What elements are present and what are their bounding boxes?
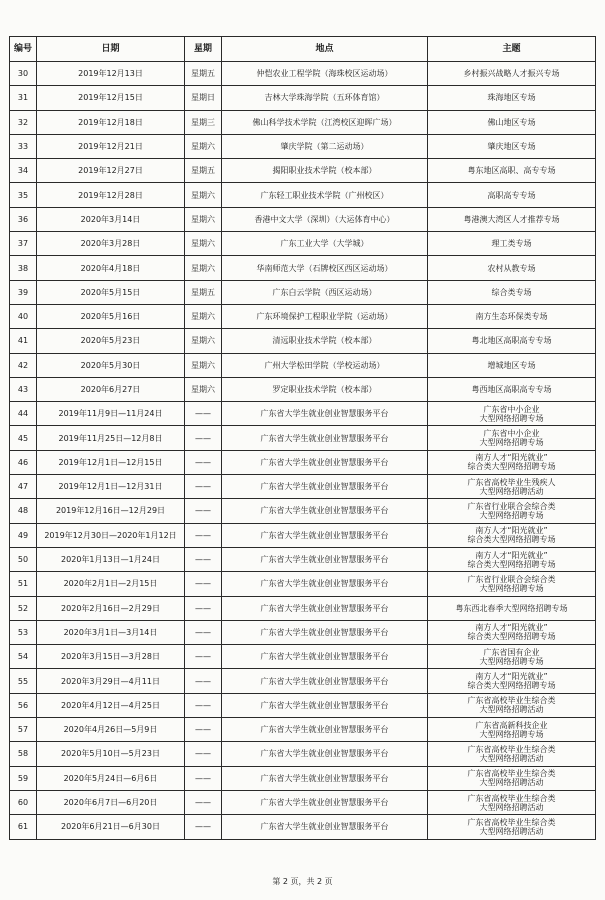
cell-weekday: 星期六	[185, 304, 222, 328]
cell-location: 肇庆学院（第二运动场）	[222, 134, 428, 158]
table-row	[10, 134, 596, 158]
cell-date: 2019年12月13日	[37, 62, 185, 86]
cell-date: 2020年5月30日	[37, 353, 185, 377]
cell-number: 35	[10, 183, 37, 207]
cell-theme: 农村从教专场	[428, 256, 596, 280]
cell-location: 广东省大学生就业创业智慧服务平台	[222, 523, 428, 547]
cell-location: 广州大学松田学院（学校运动场）	[222, 353, 428, 377]
cell-number: 49	[10, 523, 37, 547]
cell-date: 2020年6月27日	[37, 377, 185, 401]
cell-number: 45	[10, 426, 37, 450]
cell-number: 52	[10, 596, 37, 620]
cell-location: 广东省大学生就业创业智慧服务平台	[222, 645, 428, 669]
cell-location: 广东轻工职业技术学院（广州校区）	[222, 183, 428, 207]
cell-theme: 南方人才“阳光就业” 综合类大型网络招聘专场	[428, 547, 596, 571]
cell-theme: 广东省行业联合会综合类 大型网络招聘专场	[428, 572, 596, 596]
cell-weekday: 星期三	[185, 110, 222, 134]
cell-theme: 广东省高校毕业生综合类 大型网络招聘活动	[428, 815, 596, 839]
cell-date: 2019年11月25日—12月8日	[37, 426, 185, 450]
cell-date: 2020年4月18日	[37, 256, 185, 280]
cell-weekday: 星期六	[185, 377, 222, 401]
schedule-table	[9, 36, 596, 840]
cell-date: 2020年3月28日	[37, 232, 185, 256]
cell-theme: 广东省中小企业 大型网络招聘专场	[428, 426, 596, 450]
cell-weekday: 星期六	[185, 207, 222, 231]
header-cell-weekday: 星期	[185, 37, 222, 62]
table-row	[10, 815, 596, 839]
cell-location: 香港中文大学（深圳）（大运体育中心）	[222, 207, 428, 231]
cell-date: 2019年12月1日—12月31日	[37, 475, 185, 499]
table-row	[10, 450, 596, 474]
table-row	[10, 620, 596, 644]
cell-date: 2019年12月28日	[37, 183, 185, 207]
cell-date: 2020年5月15日	[37, 280, 185, 304]
table-row	[10, 718, 596, 742]
cell-weekday: ——	[185, 547, 222, 571]
cell-date: 2020年5月23日	[37, 329, 185, 353]
cell-theme: 乡村振兴战略人才振兴专场	[428, 62, 596, 86]
table-row	[10, 547, 596, 571]
cell-date: 2020年4月26日—5月9日	[37, 718, 185, 742]
cell-weekday: 星期六	[185, 232, 222, 256]
cell-location: 广东白云学院（西区运动场）	[222, 280, 428, 304]
table-row	[10, 669, 596, 693]
cell-theme: 粤西地区高职高专专场	[428, 377, 596, 401]
cell-weekday: 星期六	[185, 256, 222, 280]
table-row	[10, 523, 596, 547]
cell-date: 2020年5月10日—5月23日	[37, 742, 185, 766]
cell-theme: 广东省行业联合会综合类 大型网络招聘专场	[428, 499, 596, 523]
cell-theme: 综合类专场	[428, 280, 596, 304]
cell-number: 47	[10, 475, 37, 499]
header-cell-location: 地点	[222, 37, 428, 62]
cell-weekday: 星期五	[185, 159, 222, 183]
cell-number: 40	[10, 304, 37, 328]
cell-number: 57	[10, 718, 37, 742]
cell-location: 广东省大学生就业创业智慧服务平台	[222, 426, 428, 450]
table-body	[10, 62, 596, 840]
cell-theme: 南方人才“阳光就业” 综合类大型网络招聘专场	[428, 450, 596, 474]
table-row	[10, 62, 596, 86]
cell-location: 广东省大学生就业创业智慧服务平台	[222, 620, 428, 644]
cell-weekday: 星期日	[185, 86, 222, 110]
cell-number: 48	[10, 499, 37, 523]
cell-location: 广东省大学生就业创业智慧服务平台	[222, 742, 428, 766]
cell-date: 2020年5月24日—6月6日	[37, 766, 185, 790]
cell-number: 32	[10, 110, 37, 134]
cell-location: 广东省大学生就业创业智慧服务平台	[222, 475, 428, 499]
cell-theme: 南方人才“阳光就业” 综合类大型网络招聘专场	[428, 620, 596, 644]
table-row	[10, 159, 596, 183]
cell-date: 2020年3月15日—3月28日	[37, 645, 185, 669]
table-row	[10, 280, 596, 304]
cell-weekday: ——	[185, 718, 222, 742]
cell-weekday: ——	[185, 766, 222, 790]
cell-date: 2019年12月15日	[37, 86, 185, 110]
cell-theme: 广东省高校毕业生综合类 大型网络招聘活动	[428, 742, 596, 766]
cell-theme: 珠海地区专场	[428, 86, 596, 110]
cell-theme: 高职高专专场	[428, 183, 596, 207]
cell-number: 58	[10, 742, 37, 766]
cell-weekday: 星期五	[185, 280, 222, 304]
cell-date: 2020年2月1日—2月15日	[37, 572, 185, 596]
cell-location: 广东省大学生就业创业智慧服务平台	[222, 596, 428, 620]
table-row	[10, 645, 596, 669]
cell-theme: 广东省高校毕业生综合类 大型网络招聘活动	[428, 693, 596, 717]
cell-theme: 增城地区专场	[428, 353, 596, 377]
cell-number: 38	[10, 256, 37, 280]
cell-theme: 南方人才“阳光就业” 综合类大型网络招聘专场	[428, 523, 596, 547]
cell-location: 广东省大学生就业创业智慧服务平台	[222, 766, 428, 790]
header-cell-number: 编号	[10, 37, 37, 62]
cell-number: 53	[10, 620, 37, 644]
cell-theme: 肇庆地区专场	[428, 134, 596, 158]
cell-weekday: ——	[185, 450, 222, 474]
cell-location: 广东省大学生就业创业智慧服务平台	[222, 669, 428, 693]
cell-location: 广东工业大学（大学城）	[222, 232, 428, 256]
cell-location: 广东省大学生就业创业智慧服务平台	[222, 572, 428, 596]
cell-date: 2020年4月12日—4月25日	[37, 693, 185, 717]
cell-weekday: ——	[185, 523, 222, 547]
cell-date: 2019年12月30日—2020年1月12日	[37, 523, 185, 547]
cell-number: 54	[10, 645, 37, 669]
cell-location: 广东省大学生就业创业智慧服务平台	[222, 693, 428, 717]
cell-theme: 广东省国有企业 大型网络招聘专场	[428, 645, 596, 669]
header-cell-theme: 主题	[428, 37, 596, 62]
cell-weekday: ——	[185, 790, 222, 814]
table-header	[10, 37, 596, 62]
table-row	[10, 572, 596, 596]
table-row	[10, 790, 596, 814]
table-row	[10, 499, 596, 523]
cell-number: 41	[10, 329, 37, 353]
cell-weekday: ——	[185, 402, 222, 426]
cell-weekday: 星期五	[185, 62, 222, 86]
cell-number: 51	[10, 572, 37, 596]
cell-weekday: 星期六	[185, 353, 222, 377]
cell-location: 清远职业技术学院（校本部）	[222, 329, 428, 353]
cell-date: 2019年12月16日—12月29日	[37, 499, 185, 523]
cell-date: 2019年12月1日—12月15日	[37, 450, 185, 474]
cell-number: 37	[10, 232, 37, 256]
cell-theme: 佛山地区专场	[428, 110, 596, 134]
table-row	[10, 742, 596, 766]
header-row	[10, 37, 596, 62]
cell-weekday: 星期六	[185, 329, 222, 353]
table-row	[10, 353, 596, 377]
table-row	[10, 207, 596, 231]
table-row	[10, 304, 596, 328]
cell-location: 揭阳职业技术学院（校本部）	[222, 159, 428, 183]
cell-location: 广东省大学生就业创业智慧服务平台	[222, 815, 428, 839]
cell-location: 佛山科学技术学院（江湾校区迎晖广场）	[222, 110, 428, 134]
cell-date: 2019年12月18日	[37, 110, 185, 134]
table-row	[10, 426, 596, 450]
cell-weekday: 星期六	[185, 134, 222, 158]
cell-date: 2020年6月21日—6月30日	[37, 815, 185, 839]
cell-number: 59	[10, 766, 37, 790]
cell-number: 44	[10, 402, 37, 426]
header-cell-date: 日期	[37, 37, 185, 62]
cell-date: 2020年3月29日—4月11日	[37, 669, 185, 693]
cell-weekday: 星期六	[185, 183, 222, 207]
table-row	[10, 110, 596, 134]
cell-location: 广东省大学生就业创业智慧服务平台	[222, 790, 428, 814]
cell-weekday: ——	[185, 815, 222, 839]
cell-number: 39	[10, 280, 37, 304]
cell-theme: 广东省高校毕业生综合类 大型网络招聘活动	[428, 790, 596, 814]
cell-theme: 广东省高新科技企业 大型网络招聘专场	[428, 718, 596, 742]
cell-location: 广东省大学生就业创业智慧服务平台	[222, 450, 428, 474]
cell-theme: 粤港澳大湾区人才推荐专场	[428, 207, 596, 231]
cell-date: 2020年1月13日—1月24日	[37, 547, 185, 571]
cell-number: 36	[10, 207, 37, 231]
cell-number: 56	[10, 693, 37, 717]
cell-date: 2020年3月14日	[37, 207, 185, 231]
cell-weekday: ——	[185, 742, 222, 766]
cell-number: 46	[10, 450, 37, 474]
cell-weekday: ——	[185, 475, 222, 499]
cell-location: 罗定职业技术学院（校本部）	[222, 377, 428, 401]
cell-theme: 广东省高校毕业生综合类 大型网络招聘活动	[428, 766, 596, 790]
cell-date: 2019年12月27日	[37, 159, 185, 183]
cell-number: 42	[10, 353, 37, 377]
cell-date: 2020年2月16日—2月29日	[37, 596, 185, 620]
cell-date: 2019年12月21日	[37, 134, 185, 158]
table-row	[10, 232, 596, 256]
cell-location: 仲恺农业工程学院（海珠校区运动场）	[222, 62, 428, 86]
table-row	[10, 596, 596, 620]
cell-weekday: ——	[185, 426, 222, 450]
cell-date: 2020年5月16日	[37, 304, 185, 328]
cell-number: 30	[10, 62, 37, 86]
cell-number: 43	[10, 377, 37, 401]
cell-weekday: ——	[185, 693, 222, 717]
cell-weekday: ——	[185, 499, 222, 523]
table-row	[10, 183, 596, 207]
cell-number: 61	[10, 815, 37, 839]
cell-number: 34	[10, 159, 37, 183]
cell-date: 2019年11月9日—11月24日	[37, 402, 185, 426]
cell-location: 广东环境保护工程职业学院（运动场）	[222, 304, 428, 328]
cell-theme: 广东省中小企业 大型网络招聘专场	[428, 402, 596, 426]
cell-weekday: ——	[185, 596, 222, 620]
cell-theme: 南方人才“阳光就业” 综合类大型网络招聘专场	[428, 669, 596, 693]
cell-theme: 粤北地区高职高专专场	[428, 329, 596, 353]
cell-theme: 理工类专场	[428, 232, 596, 256]
cell-number: 31	[10, 86, 37, 110]
cell-weekday: ——	[185, 620, 222, 644]
cell-theme: 粤东地区高职、高专专场	[428, 159, 596, 183]
table-row	[10, 766, 596, 790]
table-row	[10, 329, 596, 353]
cell-weekday: ——	[185, 572, 222, 596]
table-row	[10, 402, 596, 426]
cell-number: 55	[10, 669, 37, 693]
cell-theme: 粤东西北春季大型网络招聘专场	[428, 596, 596, 620]
cell-location: 广东省大学生就业创业智慧服务平台	[222, 402, 428, 426]
cell-number: 33	[10, 134, 37, 158]
cell-date: 2020年3月1日—3月14日	[37, 620, 185, 644]
table-row	[10, 256, 596, 280]
table-row	[10, 86, 596, 110]
cell-location: 广东省大学生就业创业智慧服务平台	[222, 499, 428, 523]
page-footer: 第 2 页，共 2 页	[272, 877, 333, 886]
cell-weekday: ——	[185, 645, 222, 669]
cell-location: 华南师范大学（石牌校区西区运动场）	[222, 256, 428, 280]
cell-location: 广东省大学生就业创业智慧服务平台	[222, 718, 428, 742]
table-row	[10, 475, 596, 499]
cell-location: 吉林大学珠海学院（五环体育馆）	[222, 86, 428, 110]
table-row	[10, 377, 596, 401]
cell-date: 2020年6月7日—6月20日	[37, 790, 185, 814]
cell-location: 广东省大学生就业创业智慧服务平台	[222, 547, 428, 571]
cell-weekday: ——	[185, 669, 222, 693]
cell-theme: 南方生态环保类专场	[428, 304, 596, 328]
cell-theme: 广东省高校毕业生残疾人 大型网络招聘活动	[428, 475, 596, 499]
table-row	[10, 693, 596, 717]
cell-number: 60	[10, 790, 37, 814]
cell-number: 50	[10, 547, 37, 571]
